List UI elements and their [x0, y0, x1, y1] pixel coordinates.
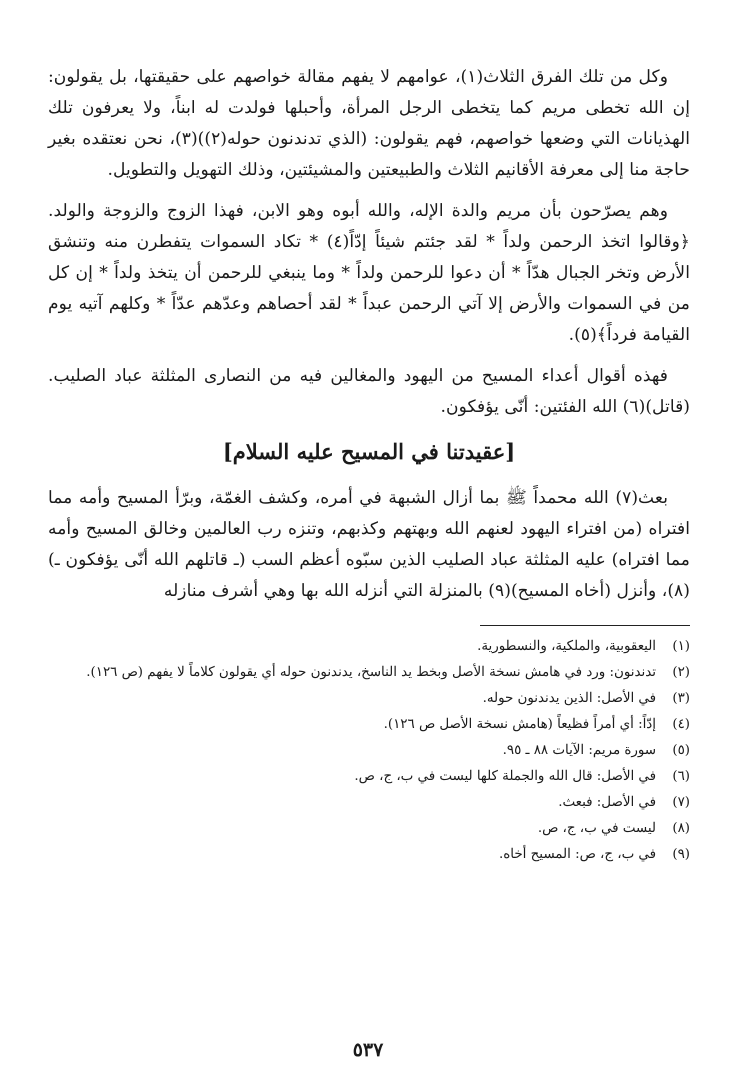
page-number: ٥٣٧ — [352, 1039, 384, 1061]
footnote-item — [48, 686, 690, 712]
footnote-item — [48, 842, 690, 868]
footnote-item — [48, 816, 690, 842]
footnote-number: (٧) — [672, 795, 690, 810]
footnote-text: ليست في ب، ج، ص. — [537, 821, 656, 836]
footnote-number: (٥) — [672, 743, 690, 758]
footnote-item — [48, 712, 690, 738]
footnote-item — [48, 764, 690, 790]
footnote-separator — [480, 625, 690, 626]
footnote-number: (٩) — [672, 847, 690, 862]
paragraph-1: وكل من تلك الفرق الثلاث(١)، عوامهم لا يفهم مقالة خواصهم على حقيقتها، بل يقولون: إن الله تخطى مريم كما يتخطى الرجل المرأة، وأحبلها فولدت له ابناً، ولا يعرفون تلك الهذيانات التي وضعها خواصهم، فهم يقولون: (الذي تدندنون حوله(٢))(٣)، نحن نعتقده بغير حاجة منا إلى معرفة الأقانيم الثلاث والطبيعتين والمشيئتين، وذلك التهويل والتطويل. — [48, 67, 690, 180]
book-page — [48, 62, 690, 1052]
paragraph-4: بعث(٧) الله محمداً ﷺ بما أزال الشبهة في أمره، وكشف الغمّة، وبرّأ المسيح وأمه مما افتراه (من افتراء اليهود لعنهم الله وبهتهم وكذبهم، وتنزه رب العالمين وخالق المسيح وأمه مما افتراه) عليه المثلثة عباد الصليب الذين سبّوه أعظم السب (ـ قاتلهم الله أنّى يؤفكون ـ)(٨)، وأنزل (أخاه المسيح)(٩) بالمنزلة التي أنزله الله بها وهي أشرف منازله — [48, 488, 690, 601]
footnote-number: (٨) — [672, 821, 690, 836]
footnote-number: (٤) — [672, 717, 690, 732]
footnote-text: في الأصل: فبعث. — [558, 795, 656, 810]
footnote-number: (٦) — [672, 769, 690, 784]
footnote-text: اليعقوبية، والملكية، والنسطورية. — [477, 639, 656, 654]
footnote-number: (٣) — [672, 691, 690, 706]
section-heading: [عقيدتنا في المسيح عليه السلام] — [222, 439, 516, 464]
footnote-text: تدندنون: ورد في هامش نسخة الأصل وبخط يد الناسخ، يدندنون حوله أي يقولون كلاماً لا يفهم (ص ١٢٦). — [86, 665, 656, 680]
paragraph-2: وهم يصرّحون بأن مريم والدة الإله، والله أبوه وهو الابن، فهذا الزوج والزوجة والولد. ﴿وقالوا اتخذ الرحمن ولداً * لقد جئتم شيئاً إدّاً(٤) * تكاد السموات يتفطرن منه وتنشق الأرض وتخر الجبال هدّاً * أن دعوا للرحمن ولداً * وما ينبغي للرحمن أن يتخذ ولداً * إن كل من في السموات والأرض إلا آتي الرحمن عبداً * لقد أحصاهم وعدّهم عدّاً * وكلهم آتيه يوم القيامة فرداً﴾(٥). — [48, 201, 690, 345]
footnote-item — [48, 660, 690, 686]
footnote-number: (٢) — [672, 665, 690, 680]
paragraph-gap — [48, 186, 690, 196]
footnote-item — [48, 738, 690, 764]
footnote-item — [48, 634, 690, 660]
footnote-text: إدّاً: أي أمراً فظيعاً (هامش نسخة الأصل ص ١٢٦). — [383, 717, 656, 732]
footnote-item — [48, 790, 690, 816]
footnotes-list — [48, 634, 690, 868]
footnote-text: سورة مريم: الآيات ٨٨ ـ ٩٥. — [502, 743, 656, 758]
paragraph-3: فهذه أقوال أعداء المسيح من اليهود والمغالين فيه من النصارى المثلثة عباد الصليب. (قاتل)(٦) الله الفئتين: أنّى يؤفكون. — [48, 366, 690, 417]
footnote-text: في الأصل: قال الله والجملة كلها ليست في ب، ج، ص. — [354, 769, 656, 784]
footnote-text: في الأصل: الذين يدندنون حوله. — [482, 691, 656, 706]
footnote-text: في ب، ج، ص: المسيح أخاه. — [499, 847, 656, 862]
paragraph-gap — [48, 351, 690, 361]
footnote-number: (١) — [672, 639, 690, 654]
